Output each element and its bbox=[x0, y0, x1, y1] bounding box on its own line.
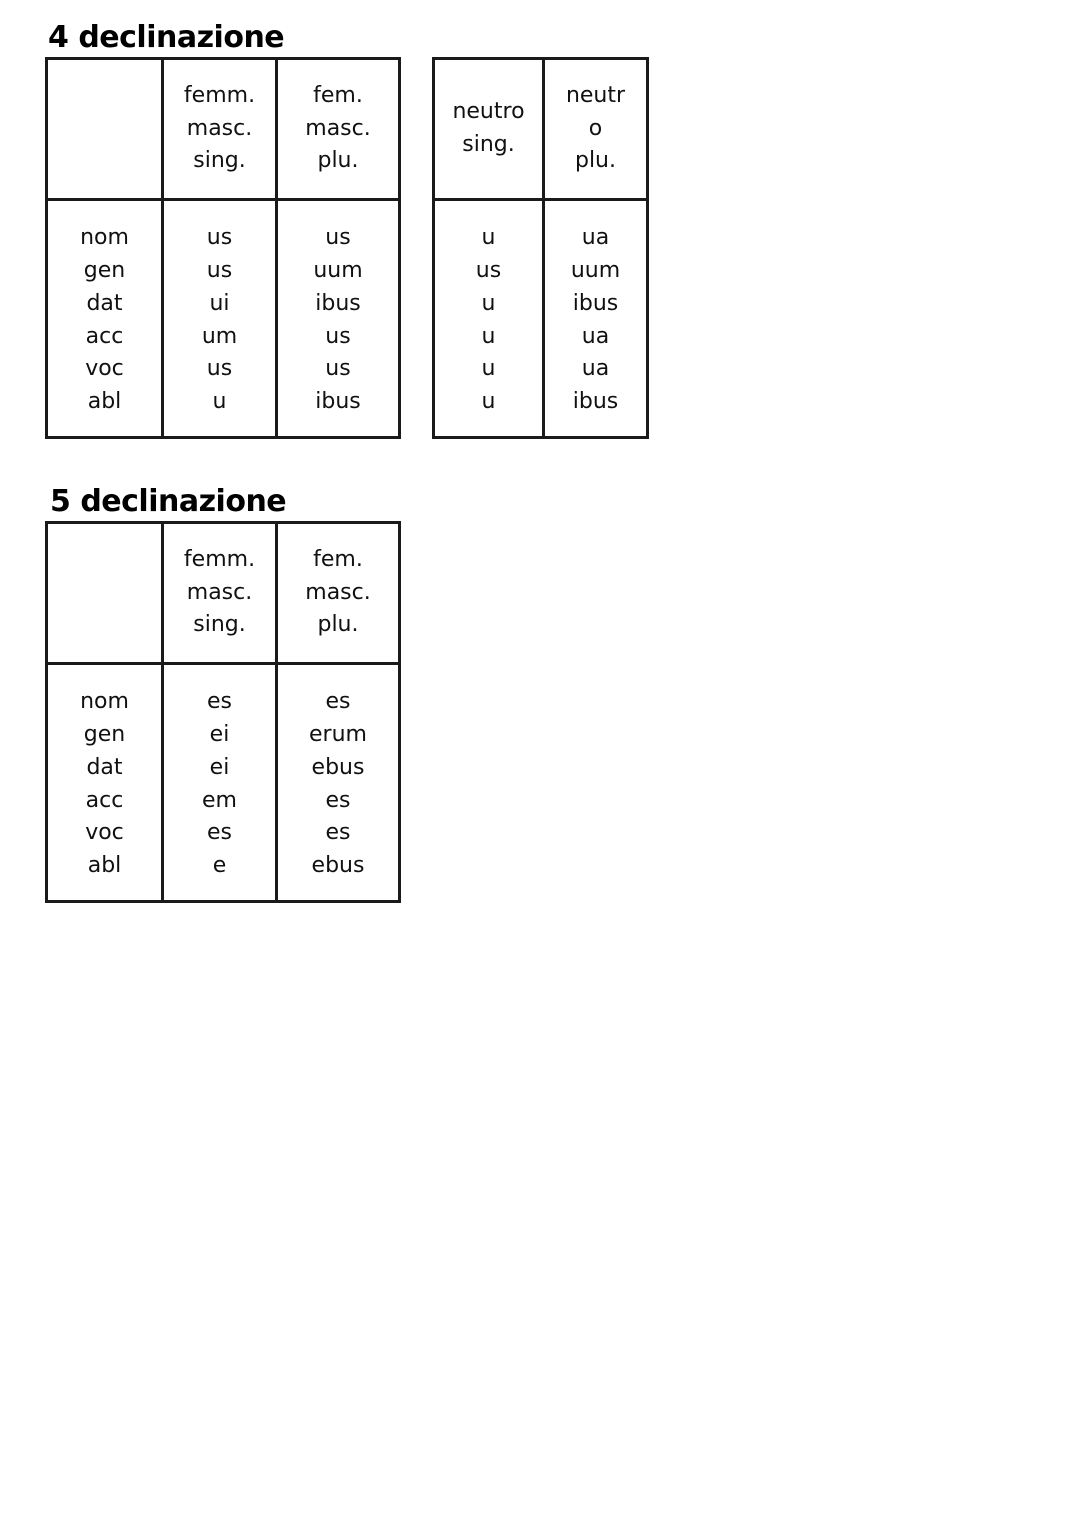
header-cell-neuter-singular bbox=[434, 59, 544, 200]
table-body-row bbox=[47, 664, 400, 902]
header-cell-singular bbox=[163, 523, 277, 664]
header-cell-empty bbox=[47, 59, 163, 200]
header-neuter-singular-label: neutro sing. bbox=[452, 99, 525, 157]
case-names-list: nom gen dat acc voc abl bbox=[80, 689, 129, 878]
singular-endings-list: es ei ei em es e bbox=[202, 689, 237, 878]
singular-endings-cell bbox=[163, 200, 277, 438]
table-body-row bbox=[434, 200, 648, 438]
singular-endings-list: us us ui um us u bbox=[201, 225, 238, 414]
header-cell-empty bbox=[47, 523, 163, 664]
table-header-row bbox=[434, 59, 648, 200]
singular-endings-cell bbox=[163, 664, 277, 902]
plural-endings-list: es erum ebus es es ebus bbox=[309, 689, 367, 878]
case-names-list: nom gen dat acc voc abl bbox=[80, 225, 129, 414]
neuter-plural-endings-cell bbox=[544, 200, 648, 438]
header-cell-singular bbox=[163, 59, 277, 200]
header-plural-label: fem. masc. plu. bbox=[305, 82, 371, 174]
header-neuter-plural-label: neutr o plu. bbox=[565, 82, 626, 174]
plural-endings-cell bbox=[277, 664, 400, 902]
header-singular-label: femm. masc. sing. bbox=[183, 546, 256, 638]
header-singular-label: femm. masc. sing. bbox=[183, 82, 256, 174]
neuter-singular-endings-cell bbox=[434, 200, 544, 438]
case-names-cell bbox=[47, 664, 163, 902]
plural-endings-list: us uum ibus us us ibus bbox=[313, 225, 363, 414]
section-title-4-declinazione: 4 declinazione bbox=[48, 20, 285, 55]
table-header-row bbox=[47, 523, 400, 664]
header-plural-label: fem. masc. plu. bbox=[305, 546, 371, 638]
case-names-cell bbox=[47, 200, 163, 438]
plural-endings-cell bbox=[277, 200, 400, 438]
section-title-5-declinazione: 5 declinazione bbox=[50, 484, 287, 519]
declension-5-table bbox=[45, 521, 401, 903]
table-header-row bbox=[47, 59, 400, 200]
neuter-singular-endings-list: u us u u u u bbox=[475, 225, 502, 414]
declension-4-neuter-table bbox=[432, 57, 649, 439]
header-cell-plural bbox=[277, 59, 400, 200]
header-cell-plural bbox=[277, 523, 400, 664]
header-cell-neuter-plural bbox=[544, 59, 648, 200]
declension-4-table bbox=[45, 57, 401, 439]
neuter-plural-endings-list: ua uum ibus ua ua ibus bbox=[570, 225, 621, 414]
table-body-row bbox=[47, 200, 400, 438]
